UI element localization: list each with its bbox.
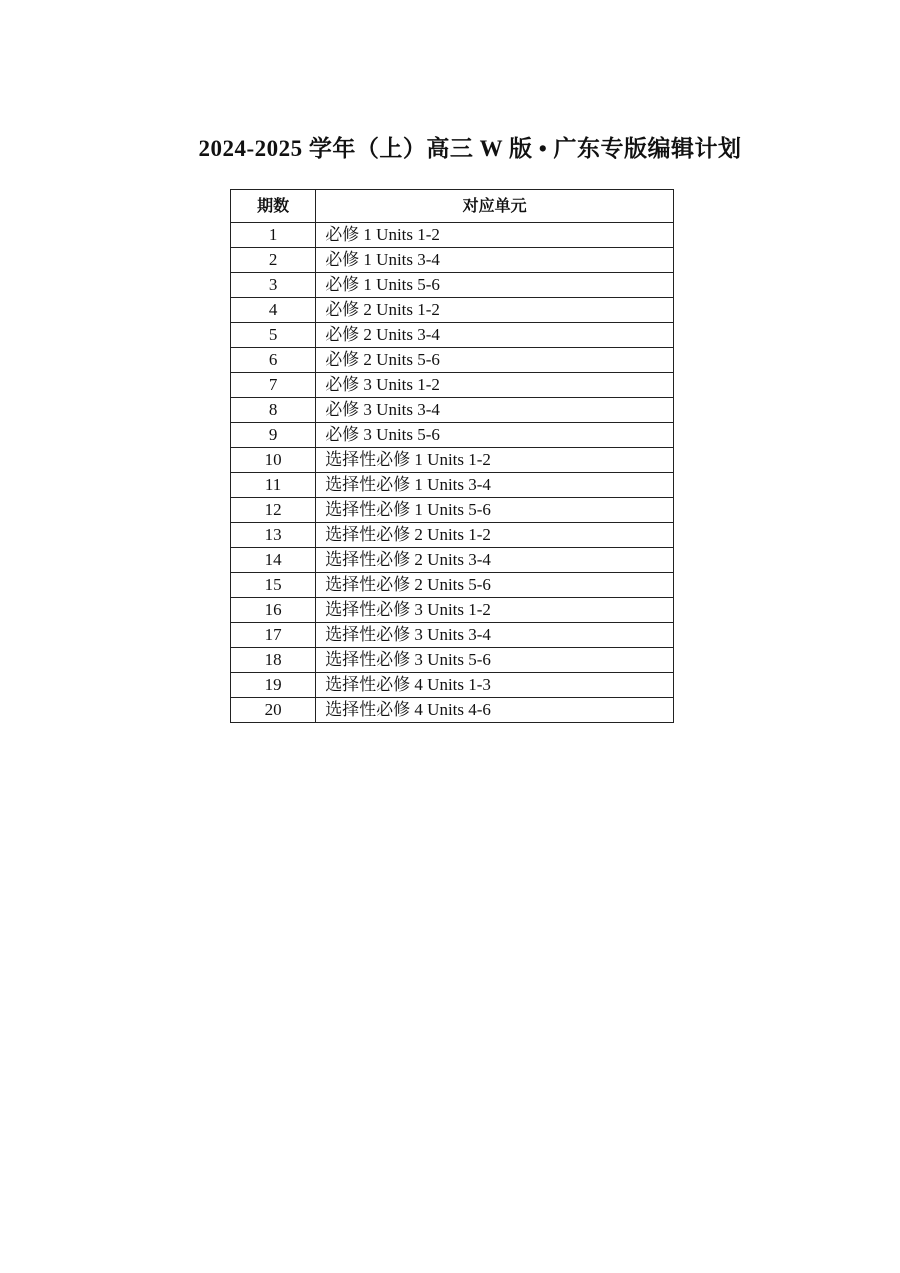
table-body — [231, 223, 674, 723]
unit-cell: 选择性必修 3 Units 1-2 — [316, 598, 674, 623]
document-title: 2024-2025 学年（上）高三 W 版 • 广东专版编辑计划 — [198, 136, 742, 161]
unit-cell: 选择性必修 2 Units 3-4 — [316, 548, 674, 573]
table-row — [231, 348, 674, 373]
issue-number-cell: 7 — [231, 373, 316, 398]
unit-cell: 选择性必修 4 Units 4-6 — [316, 698, 674, 723]
table-row — [231, 223, 674, 248]
issue-number-cell: 11 — [231, 473, 316, 498]
header-issue: 期数 — [231, 190, 316, 223]
unit-cell: 选择性必修 1 Units 1-2 — [316, 448, 674, 473]
unit-cell: 选择性必修 2 Units 5-6 — [316, 573, 674, 598]
issue-number-cell: 3 — [231, 273, 316, 298]
issue-number-cell: 20 — [231, 698, 316, 723]
issue-number-cell: 18 — [231, 648, 316, 673]
table-row — [231, 448, 674, 473]
header-unit: 对应单元 — [316, 190, 674, 223]
unit-cell: 必修 3 Units 1-2 — [316, 373, 674, 398]
issue-number-cell: 2 — [231, 248, 316, 273]
table-row — [231, 473, 674, 498]
unit-cell: 必修 2 Units 1-2 — [316, 298, 674, 323]
table-row — [231, 623, 674, 648]
unit-cell: 必修 1 Units 1-2 — [316, 223, 674, 248]
issue-number-cell: 6 — [231, 348, 316, 373]
table-row — [231, 398, 674, 423]
issue-number-cell: 13 — [231, 523, 316, 548]
edition-plan-table — [230, 189, 674, 723]
table-row — [231, 598, 674, 623]
table-row — [231, 498, 674, 523]
unit-cell: 选择性必修 1 Units 5-6 — [316, 498, 674, 523]
table-row — [231, 373, 674, 398]
issue-number-cell: 9 — [231, 423, 316, 448]
table-row — [231, 423, 674, 448]
table-row — [231, 698, 674, 723]
table-header-row — [231, 190, 674, 223]
issue-number-cell: 5 — [231, 323, 316, 348]
issue-number-cell: 16 — [231, 598, 316, 623]
issue-number-cell: 8 — [231, 398, 316, 423]
unit-cell: 选择性必修 3 Units 3-4 — [316, 623, 674, 648]
issue-number-cell: 17 — [231, 623, 316, 648]
table-row — [231, 323, 674, 348]
issue-number-cell: 4 — [231, 298, 316, 323]
unit-cell: 必修 2 Units 5-6 — [316, 348, 674, 373]
unit-cell: 必修 2 Units 3-4 — [316, 323, 674, 348]
unit-cell: 选择性必修 2 Units 1-2 — [316, 523, 674, 548]
table-row — [231, 548, 674, 573]
issue-number-cell: 19 — [231, 673, 316, 698]
unit-cell: 选择性必修 1 Units 3-4 — [316, 473, 674, 498]
table-row — [231, 573, 674, 598]
table-row — [231, 523, 674, 548]
table-row — [231, 248, 674, 273]
issue-number-cell: 1 — [231, 223, 316, 248]
unit-cell: 必修 3 Units 3-4 — [316, 398, 674, 423]
issue-number-cell: 12 — [231, 498, 316, 523]
unit-cell: 必修 1 Units 5-6 — [316, 273, 674, 298]
unit-cell: 必修 1 Units 3-4 — [316, 248, 674, 273]
issue-number-cell: 10 — [231, 448, 316, 473]
unit-cell: 必修 3 Units 5-6 — [316, 423, 674, 448]
issue-number-cell: 15 — [231, 573, 316, 598]
unit-cell: 选择性必修 4 Units 1-3 — [316, 673, 674, 698]
table-row — [231, 298, 674, 323]
issue-number-cell: 14 — [231, 548, 316, 573]
table-row — [231, 648, 674, 673]
unit-cell: 选择性必修 3 Units 5-6 — [316, 648, 674, 673]
table-row — [231, 273, 674, 298]
table-row — [231, 673, 674, 698]
